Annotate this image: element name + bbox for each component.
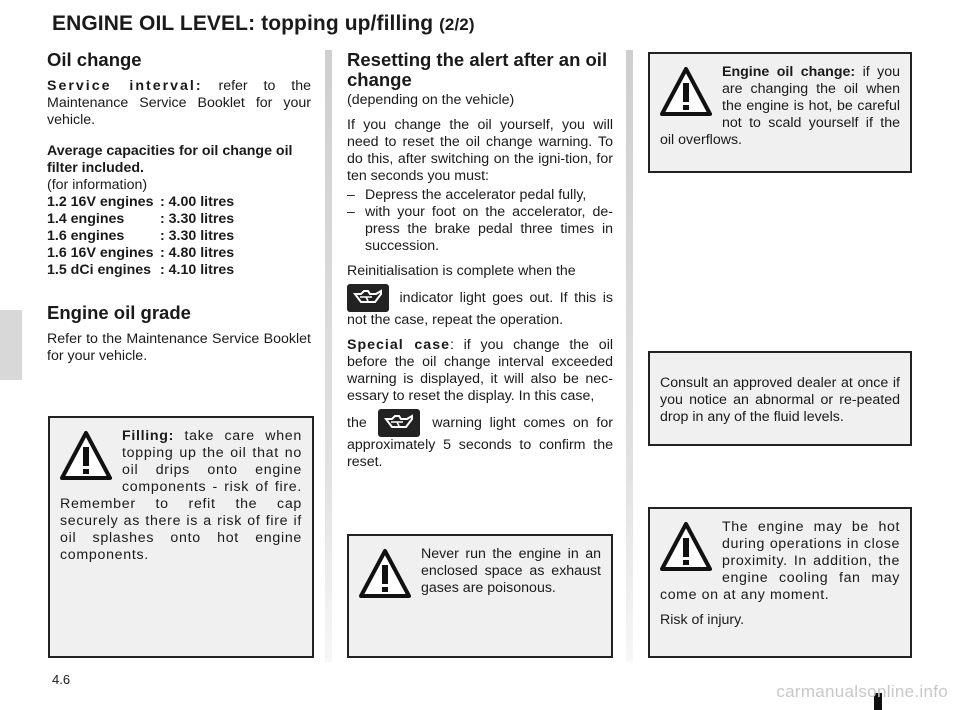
capacity-value: : 4.80 litres xyxy=(160,245,235,261)
reset-steps xyxy=(347,187,613,255)
filling-text: take care when topping up the oil that no oil drips onto engine components - risk of fire. Remember to refit the cap securely as there is a risk of fire if oil splashes onto hot engine components. xyxy=(60,428,302,563)
oil-service-warning-icon xyxy=(378,409,420,437)
page-title xyxy=(52,12,475,36)
capacity-value: : 4.10 litres xyxy=(160,262,235,278)
reinit-line: Reinitialisation is complete when the xyxy=(347,263,576,279)
warning-triangle-icon xyxy=(60,430,112,482)
reset-intro: If you change the oil yourself, you will need to reset the oil change warning. To do this, after switching on the igni-tion, for ten seconds you must: xyxy=(347,117,613,184)
column-divider-right xyxy=(626,50,633,662)
oil-change-heading: Oil change xyxy=(47,49,142,70)
engine-oil-grade-heading: Engine oil grade xyxy=(47,302,191,323)
capacity-value: : 3.30 litres xyxy=(160,211,235,227)
capacity-row xyxy=(47,194,311,211)
consult-dealer-text: Consult an approved dealer at once if you notice an abnormal or re-peated drop in any of the fluid levels. xyxy=(660,375,900,425)
warning-triangle-icon xyxy=(660,66,712,118)
filling-warning-box xyxy=(48,416,314,658)
capacity-row xyxy=(47,211,311,228)
page-number: 4.6 xyxy=(52,672,71,687)
warning-triangle-icon xyxy=(359,548,411,600)
consult-dealer-box xyxy=(648,351,912,446)
column-divider-left xyxy=(325,50,332,662)
filling-label: Filling: xyxy=(122,428,175,444)
reset-alert-heading: Resetting the alert after an oil change xyxy=(347,49,608,90)
warning-triangle-icon xyxy=(660,521,712,573)
oil-change-warning-box xyxy=(648,52,912,173)
column-reset-alert xyxy=(347,50,613,479)
page-title-suffix: (2/2) xyxy=(439,15,475,34)
injury-risk-text: Risk of injury. xyxy=(660,612,745,628)
hot-engine-warning-text: The engine may be hot during operations in close proximity. In addition, the engine cooling fan may come on at any moment. xyxy=(660,519,900,603)
capacity-row xyxy=(47,245,311,262)
reset-step-text: Depress the accelerator pedal fully, xyxy=(365,187,587,203)
capacity-engine: 1.2 16V engines xyxy=(47,194,154,210)
column-oil-change xyxy=(47,50,311,373)
capacity-engine: 1.4 engines xyxy=(47,211,125,227)
special-case-after: warning light comes on for approximately 5 seconds to confirm the reset. xyxy=(347,414,613,470)
oil-change-warning-body: if you are changing the oil when the engine is hot, be careful not to scald yourself if the oil overflows. xyxy=(660,64,900,148)
oil-change-warning-label: Engine oil change: xyxy=(722,64,856,80)
capacity-engine: 1.6 engines xyxy=(47,228,125,244)
special-case-text: : if you change the oil before the oil change interval exceeded warning is displayed, it will also be nec-essary to reset the display. In this case, xyxy=(347,337,613,404)
capacities-table xyxy=(47,194,311,279)
capacity-row xyxy=(47,228,311,245)
capacities-heading: Average capacities for oil change oil filter included. xyxy=(47,143,293,176)
special-case-the: the xyxy=(347,414,367,431)
capacity-engine: 1.5 dCi engines xyxy=(47,262,152,278)
list-item: – with your foot on the accelerator, de-press the brake pedal three times in succession. xyxy=(347,204,613,254)
service-interval-label: Service interval: xyxy=(47,78,203,94)
reinit-paragraph xyxy=(347,284,613,329)
reinit-text: indicator light goes out. If this is not the case, repeat the operation. xyxy=(347,289,613,328)
reset-step-text: with your foot on the accelerator, de-press the brake pedal three times in succession. xyxy=(365,204,613,254)
capacity-row xyxy=(47,262,311,279)
oil-service-indicator-icon xyxy=(347,284,389,312)
special-case-label: Special case xyxy=(347,337,450,353)
capacity-value: : 3.30 litres xyxy=(160,228,235,244)
capacities-note: (for information) xyxy=(47,177,148,193)
section-side-tab xyxy=(0,310,22,380)
page-title-text: ENGINE OIL LEVEL: topping up/filling xyxy=(52,12,434,35)
exhaust-warning-text: Never run the engine in an enclosed space as exhaust gases are poisonous. xyxy=(421,546,601,596)
special-case-confirm xyxy=(347,409,613,471)
exhaust-warning-box xyxy=(347,534,613,658)
watermark: carmanualsonline.info xyxy=(776,682,948,701)
list-item: – Depress the accelerator pedal fully, xyxy=(347,187,587,203)
special-case-paragraph xyxy=(347,337,613,405)
service-interval-paragraph xyxy=(47,78,311,129)
capacity-value: : 4.00 litres xyxy=(160,194,235,210)
reset-alert-subheading: (depending on the vehicle) xyxy=(347,92,515,108)
service-interval-text: refer to the Maintenance Service Booklet for your vehicle. xyxy=(47,78,311,128)
engine-oil-grade-text: Refer to the Maintenance Service Booklet for your vehicle. xyxy=(47,331,311,364)
capacity-engine: 1.6 16V engines xyxy=(47,245,154,261)
hot-engine-warning-box xyxy=(648,507,912,658)
